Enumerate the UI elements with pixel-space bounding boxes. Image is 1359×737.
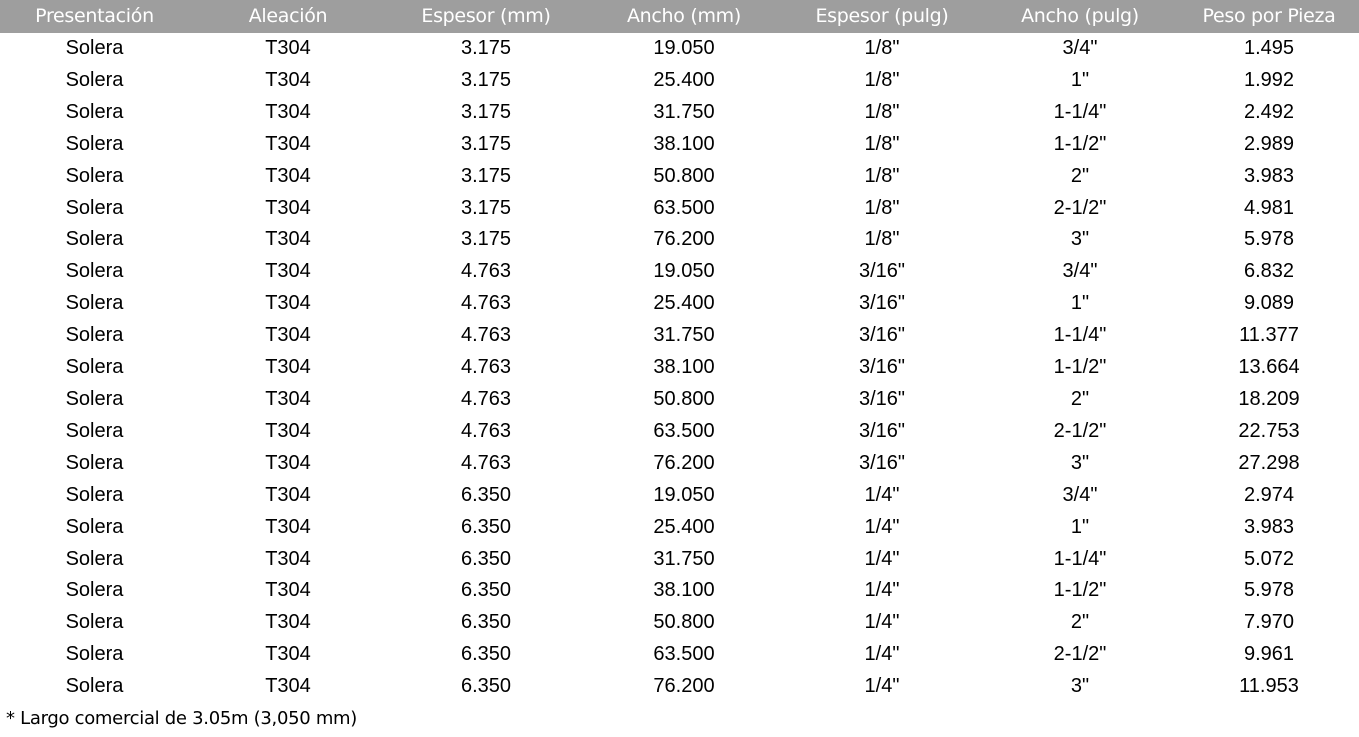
aleacion-cell: T304 <box>265 196 311 219</box>
espesor-mm-cell: 4.763 <box>460 260 512 283</box>
ancho-mm-cell: 31.750 <box>653 100 715 123</box>
aleacion-cell: T304 <box>265 356 311 379</box>
ancho-pulg-cell: 2-1/2" <box>1053 196 1107 219</box>
ancho-pulg-cell: 1" <box>1070 68 1090 91</box>
table-row <box>0 129 1359 161</box>
presentacion-cell: Solera <box>65 132 124 155</box>
ancho-pulg-cell: 3/4" <box>1062 483 1098 506</box>
espesor-mm-cell: 3.175 <box>460 132 512 155</box>
presentacion-cell: Solera <box>65 260 124 283</box>
ancho-mm-cell: 31.750 <box>653 324 715 347</box>
presentacion-cell: Solera <box>65 515 124 538</box>
table-row <box>0 65 1359 97</box>
peso-cell: 5.072 <box>1243 547 1295 570</box>
ancho-pulg-cell: 1-1/4" <box>1053 100 1107 123</box>
aleacion-cell: T304 <box>265 292 311 315</box>
table-row <box>0 161 1359 193</box>
ancho-mm-cell: 76.200 <box>653 451 715 474</box>
peso-cell: 5.978 <box>1243 228 1295 251</box>
aleacion-cell: T304 <box>265 451 311 474</box>
ancho-mm-cell: 31.750 <box>653 547 715 570</box>
table-row <box>0 288 1359 320</box>
peso-cell: 13.664 <box>1238 356 1300 379</box>
peso-cell: 2.989 <box>1243 132 1295 155</box>
ancho-pulg-cell: 1-1/4" <box>1053 324 1107 347</box>
table-row <box>0 607 1359 639</box>
ancho-mm-cell: 63.500 <box>653 419 715 442</box>
aleacion-cell: T304 <box>265 100 311 123</box>
espesor-pulg-cell: 1/4" <box>864 483 900 506</box>
espesor-mm-cell: 6.350 <box>460 515 512 538</box>
espesor-mm-cell: 6.350 <box>460 611 512 634</box>
aleacion-cell: T304 <box>265 675 311 698</box>
aleacion-cell: T304 <box>265 419 311 442</box>
ancho-mm-cell: 50.800 <box>653 164 715 187</box>
peso-cell: 6.832 <box>1243 260 1295 283</box>
ancho-pulg-cell: 1" <box>1070 515 1090 538</box>
peso-cell: 11.953 <box>1239 675 1299 698</box>
peso-cell: 3.983 <box>1243 164 1295 187</box>
espesor-mm-cell: 4.763 <box>460 419 512 442</box>
ancho-mm-cell: 19.050 <box>653 260 715 283</box>
ancho-mm-cell: 50.800 <box>653 387 715 410</box>
table-row <box>0 193 1359 225</box>
ancho-pulg-cell: 3/4" <box>1062 260 1098 283</box>
espesor-pulg-cell: 1/4" <box>864 515 900 538</box>
presentacion-cell: Solera <box>65 387 124 410</box>
ancho-pulg-cell: 2" <box>1070 611 1090 634</box>
table-row <box>0 384 1359 416</box>
ancho-mm-cell: 19.050 <box>653 37 715 59</box>
aleacion-cell: T304 <box>265 132 311 155</box>
presentacion-cell: Solera <box>65 292 124 315</box>
presentacion-cell: Solera <box>65 196 124 219</box>
ancho-pulg-cell: 1-1/4" <box>1053 547 1107 570</box>
peso-cell: 9.961 <box>1243 643 1295 666</box>
aleacion-cell: T304 <box>265 228 311 251</box>
espesor-mm-cell: 3.175 <box>460 100 512 123</box>
espesor-pulg-cell: 1/8" <box>864 164 900 187</box>
header-espesor-mm: Espesor (mm) <box>387 0 585 33</box>
table-row <box>0 544 1359 576</box>
ancho-mm-cell: 63.500 <box>653 196 715 219</box>
table-row <box>0 352 1359 384</box>
espesor-mm-cell: 6.350 <box>460 643 512 666</box>
ancho-mm-cell: 38.100 <box>653 356 715 379</box>
peso-cell: 1.495 <box>1243 37 1295 59</box>
ancho-mm-cell: 76.200 <box>653 675 715 698</box>
peso-cell: 22.753 <box>1238 419 1300 442</box>
espesor-mm-cell: 4.763 <box>460 324 512 347</box>
espesor-pulg-cell: 3/16" <box>858 260 906 283</box>
presentacion-cell: Solera <box>65 100 124 123</box>
presentacion-cell: Solera <box>65 547 124 570</box>
aleacion-cell: T304 <box>265 164 311 187</box>
ancho-mm-cell: 76.200 <box>653 228 715 251</box>
espesor-pulg-cell: 1/8" <box>864 228 900 251</box>
table-row <box>0 33 1359 65</box>
ancho-pulg-cell: 1" <box>1070 292 1090 315</box>
presentacion-cell: Solera <box>65 579 124 602</box>
table-body <box>0 33 1359 703</box>
table-header <box>0 0 1359 33</box>
espesor-pulg-cell: 1/8" <box>864 100 900 123</box>
espesor-pulg-cell: 3/16" <box>858 324 906 347</box>
espesor-pulg-cell: 1/4" <box>864 611 900 634</box>
peso-cell: 27.298 <box>1238 451 1300 474</box>
table-row <box>0 480 1359 512</box>
espesor-mm-cell: 3.175 <box>460 228 512 251</box>
table-row <box>0 448 1359 480</box>
espesor-mm-cell: 6.350 <box>460 579 512 602</box>
ancho-mm-cell: 25.400 <box>653 515 715 538</box>
peso-cell: 7.970 <box>1243 611 1295 634</box>
espesor-mm-cell: 4.763 <box>460 451 512 474</box>
table-row <box>0 575 1359 607</box>
aleacion-cell: T304 <box>265 483 311 506</box>
ancho-pulg-cell: 2-1/2" <box>1053 643 1107 666</box>
espesor-pulg-cell: 1/8" <box>864 132 900 155</box>
ancho-mm-cell: 25.400 <box>653 292 715 315</box>
presentacion-cell: Solera <box>65 675 124 698</box>
peso-cell: 4.981 <box>1243 196 1295 219</box>
espesor-mm-cell: 4.763 <box>460 292 512 315</box>
peso-cell: 9.089 <box>1243 292 1295 315</box>
aleacion-cell: T304 <box>265 324 311 347</box>
aleacion-cell: T304 <box>265 37 311 59</box>
ancho-mm-cell: 19.050 <box>653 483 715 506</box>
espesor-mm-cell: 3.175 <box>460 68 512 91</box>
espesor-pulg-cell: 1/4" <box>864 675 900 698</box>
table-row <box>0 512 1359 544</box>
header-aleacion: Aleación <box>189 0 387 33</box>
peso-cell: 11.377 <box>1239 324 1299 347</box>
aleacion-cell: T304 <box>265 387 311 410</box>
espesor-pulg-cell: 3/16" <box>858 419 906 442</box>
presentacion-cell: Solera <box>65 228 124 251</box>
aleacion-cell: T304 <box>265 643 311 666</box>
aleacion-cell: T304 <box>265 68 311 91</box>
espesor-pulg-cell: 3/16" <box>858 292 906 315</box>
espesor-pulg-cell: 1/8" <box>864 196 900 219</box>
header-ancho-mm: Ancho (mm) <box>585 0 783 33</box>
ancho-pulg-cell: 2" <box>1070 387 1090 410</box>
presentacion-cell: Solera <box>65 611 124 634</box>
espesor-mm-cell: 3.175 <box>460 37 512 59</box>
espesor-pulg-cell: 1/4" <box>864 643 900 666</box>
espesor-pulg-cell: 1/4" <box>864 547 900 570</box>
ancho-pulg-cell: 3/4" <box>1062 37 1098 59</box>
peso-cell: 18.209 <box>1238 387 1300 410</box>
header-presentacion: Presentación <box>0 0 189 33</box>
ancho-pulg-cell: 1-1/2" <box>1053 356 1107 379</box>
aleacion-cell: T304 <box>265 547 311 570</box>
presentacion-cell: Solera <box>65 68 124 91</box>
espesor-mm-cell: 6.350 <box>460 547 512 570</box>
header-espesor-pulg: Espesor (pulg) <box>783 0 981 33</box>
ancho-mm-cell: 25.400 <box>653 68 715 91</box>
presentacion-cell: Solera <box>65 356 124 379</box>
peso-cell: 1.992 <box>1243 68 1295 91</box>
espesor-pulg-cell: 1/8" <box>864 37 900 59</box>
peso-cell: 3.983 <box>1243 515 1295 538</box>
ancho-pulg-cell: 1-1/2" <box>1053 579 1107 602</box>
aleacion-cell: T304 <box>265 515 311 538</box>
peso-cell: 2.492 <box>1243 100 1295 123</box>
peso-cell: 2.974 <box>1243 483 1295 506</box>
header-ancho-pulg: Ancho (pulg) <box>981 0 1179 33</box>
ancho-pulg-cell: 2-1/2" <box>1053 419 1107 442</box>
header-row <box>0 0 1359 33</box>
presentacion-cell: Solera <box>65 37 124 59</box>
header-peso-por-pieza: Peso por Pieza <box>1179 0 1359 33</box>
ancho-pulg-cell: 3" <box>1070 451 1090 474</box>
presentacion-cell: Solera <box>65 164 124 187</box>
ancho-mm-cell: 63.500 <box>653 643 715 666</box>
table-row <box>0 671 1359 703</box>
espesor-mm-cell: 4.763 <box>460 356 512 379</box>
ancho-pulg-cell: 2" <box>1070 164 1090 187</box>
espesor-pulg-cell: 3/16" <box>858 387 906 410</box>
ancho-pulg-cell: 1-1/2" <box>1053 132 1107 155</box>
presentacion-cell: Solera <box>65 419 124 442</box>
espesor-pulg-cell: 3/16" <box>858 356 906 379</box>
aleacion-cell: T304 <box>265 611 311 634</box>
espesor-pulg-cell: 3/16" <box>858 451 906 474</box>
ancho-mm-cell: 38.100 <box>653 579 715 602</box>
espesor-mm-cell: 4.763 <box>460 387 512 410</box>
presentacion-cell: Solera <box>65 324 124 347</box>
presentacion-cell: Solera <box>65 483 124 506</box>
espesor-mm-cell: 6.350 <box>460 675 512 698</box>
ancho-mm-cell: 38.100 <box>653 132 715 155</box>
presentacion-cell: Solera <box>65 643 124 666</box>
ancho-pulg-cell: 3" <box>1070 228 1090 251</box>
table-row <box>0 416 1359 448</box>
table-row <box>0 224 1359 256</box>
espesor-mm-cell: 3.175 <box>460 196 512 219</box>
table-row <box>0 639 1359 671</box>
ancho-mm-cell: 50.800 <box>653 611 715 634</box>
table-row <box>0 256 1359 288</box>
peso-cell: 5.978 <box>1243 579 1295 602</box>
espesor-pulg-cell: 1/8" <box>864 68 900 91</box>
footnote: * Largo comercial de 3.05m (3,050 mm) <box>6 708 358 729</box>
ancho-pulg-cell: 3" <box>1070 675 1090 698</box>
table-row <box>0 97 1359 129</box>
table-row <box>0 320 1359 352</box>
aleacion-cell: T304 <box>265 260 311 283</box>
aleacion-cell: T304 <box>265 579 311 602</box>
espesor-mm-cell: 3.175 <box>460 164 512 187</box>
presentacion-cell: Solera <box>65 451 124 474</box>
espesor-mm-cell: 6.350 <box>460 483 512 506</box>
espesor-pulg-cell: 1/4" <box>864 579 900 602</box>
